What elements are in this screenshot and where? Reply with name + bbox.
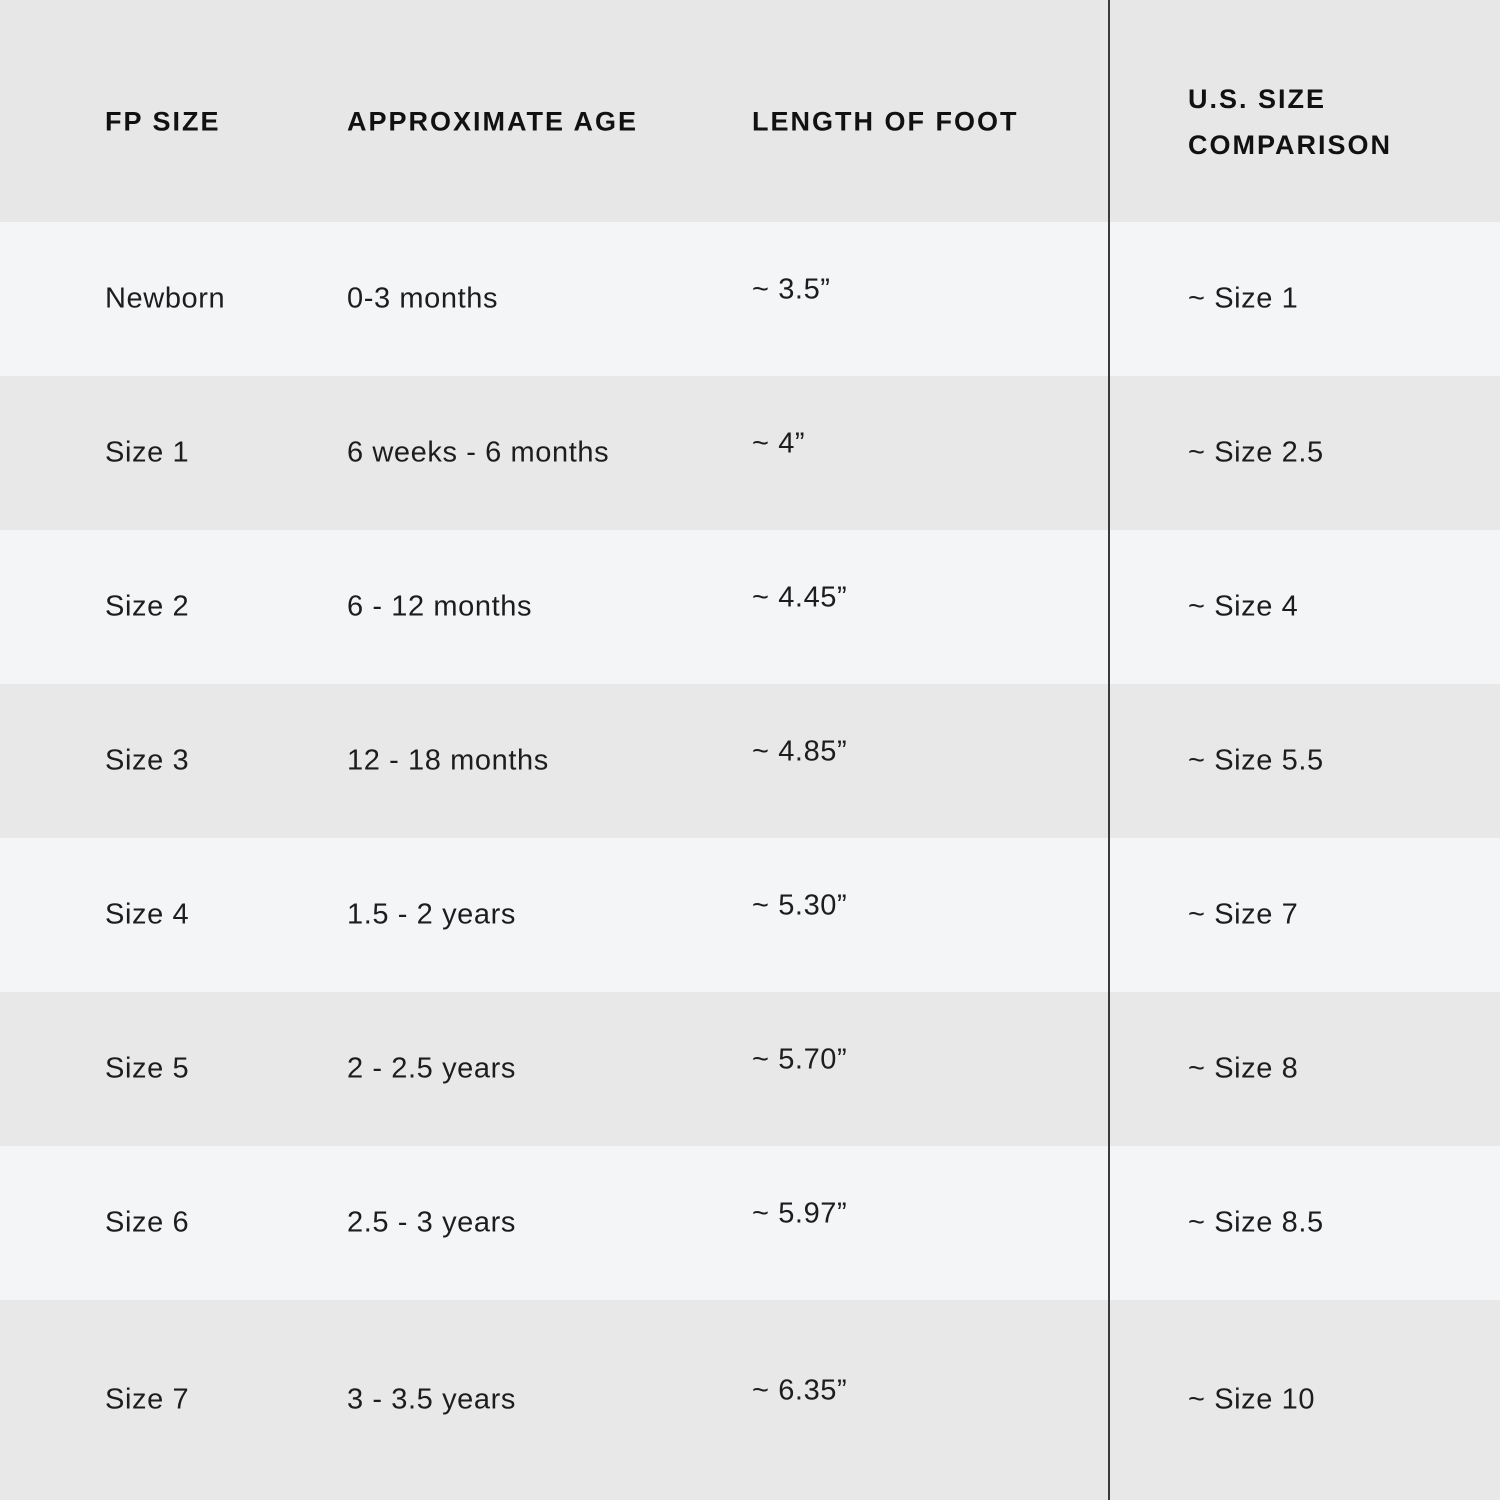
cell-fp-size: Size 5 [105, 1052, 190, 1085]
cell-age: 0-3 months [347, 282, 499, 315]
column-divider-line [1108, 0, 1110, 1500]
cell-foot-length: ~ 3.5” [752, 273, 831, 306]
table-row-size-7 [0, 1300, 1500, 1500]
header-us-size-line2: COMPARISON [1188, 130, 1393, 160]
cell-us-size: ~ Size 8.5 [1188, 1206, 1324, 1239]
cell-foot-length: ~ 5.30” [752, 889, 848, 922]
cell-foot-length: ~ 5.70” [752, 1043, 848, 1076]
cell-foot-length: ~ 4.85” [752, 735, 848, 768]
cell-age: 3 - 3.5 years [347, 1383, 516, 1416]
cell-age: 2.5 - 3 years [347, 1206, 516, 1239]
cell-foot-length: ~ 5.97” [752, 1197, 848, 1230]
header-fp-size: FP SIZE [105, 106, 221, 137]
cell-us-size: ~ Size 7 [1188, 898, 1299, 931]
cell-us-size: ~ Size 4 [1188, 590, 1299, 623]
cell-fp-size: Size 4 [105, 898, 190, 931]
table-row-size-4 [0, 838, 1500, 992]
cell-age: 6 weeks - 6 months [347, 436, 610, 469]
cell-us-size: ~ Size 5.5 [1188, 744, 1324, 777]
cell-us-size: ~ Size 10 [1188, 1383, 1316, 1416]
table-row-newborn [0, 222, 1500, 376]
cell-fp-size: Size 6 [105, 1206, 190, 1239]
cell-fp-size: Size 1 [105, 436, 190, 469]
cell-fp-size: Size 2 [105, 590, 190, 623]
header-length-of-foot: LENGTH OF FOOT [752, 106, 1019, 137]
table-row-size-5 [0, 992, 1500, 1146]
cell-foot-length: ~ 6.35” [752, 1374, 848, 1407]
cell-fp-size: Size 3 [105, 744, 190, 777]
table-row-size-6 [0, 1146, 1500, 1300]
header-approximate-age: APPROXIMATE AGE [347, 106, 639, 137]
cell-foot-length: ~ 4” [752, 427, 806, 460]
table-header-row [0, 0, 1500, 222]
header-us-size-line1: U.S. SIZE [1188, 84, 1327, 114]
cell-age: 12 - 18 months [347, 744, 549, 777]
table-row-size-1 [0, 376, 1500, 530]
cell-age: 1.5 - 2 years [347, 898, 516, 931]
cell-fp-size: Size 7 [105, 1383, 190, 1416]
table-row-size-2 [0, 530, 1500, 684]
cell-age: 6 - 12 months [347, 590, 533, 623]
cell-age: 2 - 2.5 years [347, 1052, 516, 1085]
cell-us-size: ~ Size 1 [1188, 282, 1299, 315]
header-us-size-comparison [1188, 76, 1392, 168]
cell-fp-size: Newborn [105, 282, 226, 315]
cell-us-size: ~ Size 2.5 [1188, 436, 1324, 469]
cell-us-size: ~ Size 8 [1188, 1052, 1299, 1085]
table-row-size-3 [0, 684, 1500, 838]
cell-foot-length: ~ 4.45” [752, 581, 848, 614]
